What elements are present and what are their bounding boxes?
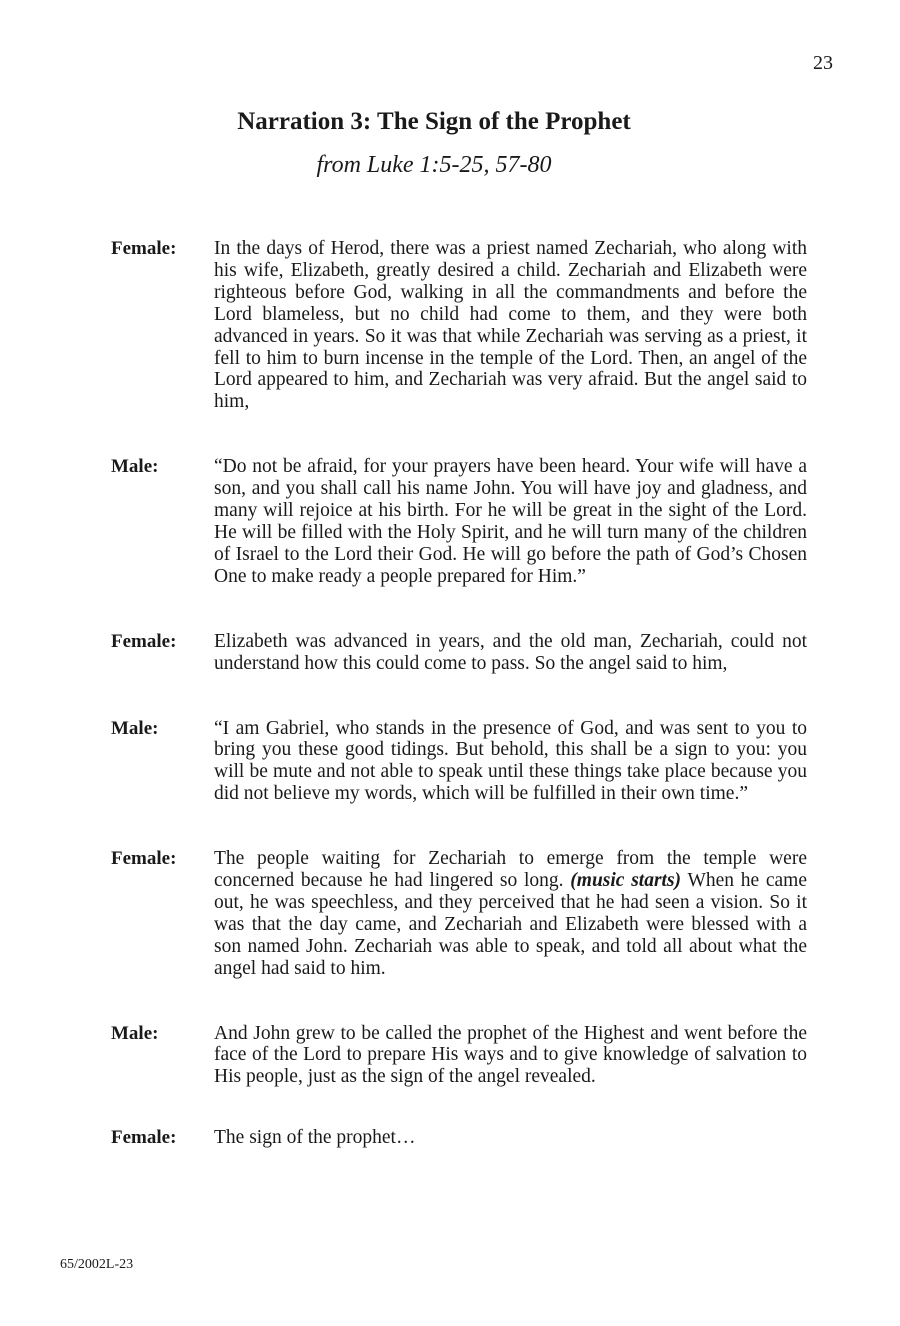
speaker-label: Female:	[111, 238, 177, 259]
script-line	[111, 456, 807, 587]
script-line	[111, 718, 807, 806]
speaker-label: Male:	[111, 456, 159, 478]
speaker-label: Female:	[111, 1127, 177, 1149]
speech-text-part: The people waiting for Zechariah to emerge from the temple were concerned because he had lingered so long.	[214, 848, 807, 892]
speaker-label: Female:	[111, 630, 177, 652]
scripture-reference: from Luke 1:5-25, 57-80	[316, 152, 552, 178]
music-cue: (music starts)	[570, 870, 682, 892]
footer-catalog-code: 65/2002L-23	[60, 1257, 134, 1272]
speech-text: In the days of Herod, there was a priest named Zechariah, who along with his wife, Elizabeth, greatly desired a child. Zechariah and Elizabeth were righteous before God, walking in all the commandments and before the Lord blameless, but no child had come to them, and they were both advanced in years. So it was that while Zechariah was serving as a priest, it fell to him to burn incense in the temple of the Lord. Then, an angel of the Lord appeared to him, and Zechariah was very afraid. But the angel said to him,	[214, 238, 807, 413]
speech-text: “Do not be afraid, for your prayers have been heard. Your wife will have a son, and you shall call his name John. You will have joy and gladness, and many will rejoice at his birth. For he will be great in the sight of the Lord. He will be filled with the Holy Spirit, and he will turn many of the children of Israel to the Lord their God. He will go before the path of God’s Chosen One to make ready a people prepared for Him.”	[214, 456, 807, 587]
speaker-label: Male:	[111, 1022, 159, 1044]
script-line	[111, 848, 807, 979]
speaker-label: Female:	[111, 848, 177, 870]
script-line	[111, 1127, 807, 1149]
script-line	[111, 1023, 807, 1089]
speech-text-part: When he came out, he was speechless, and they perceived that he had seen a vision. So it was that the day came, and Zechariah and Elizabeth were blessed with a son named John. Zechariah was able to speak, and told all about what the angel had said to him.	[214, 870, 808, 979]
script-line	[111, 238, 807, 413]
speech-text: And John grew to be called the prophet of the Highest and went before the face of the Lord to prepare His ways and to give knowledge of salvation to His people, just as the sign of the angel revealed.	[214, 1022, 807, 1088]
page-title: Narration 3: The Sign of the Prophet	[237, 108, 631, 135]
speaker-label: Male:	[111, 717, 159, 739]
speech-text	[214, 848, 807, 979]
speech-text: Elizabeth was advanced in years, and the old man, Zechariah, could not understand how this could come to pass. So the angel said to him,	[214, 630, 807, 674]
speech-text: The sign of the prophet…	[214, 1127, 416, 1149]
script-line	[111, 631, 807, 675]
narration-script	[111, 238, 807, 1149]
speech-text: “I am Gabriel, who stands in the presence of God, and was sent to you to bring you these good tidings. But behold, this shall be a sign to you: you will be mute and not able to speak until these things take place because you did not believe my words, which will be fulfilled in their own time.”	[214, 717, 807, 805]
page-number: 23	[813, 52, 833, 74]
